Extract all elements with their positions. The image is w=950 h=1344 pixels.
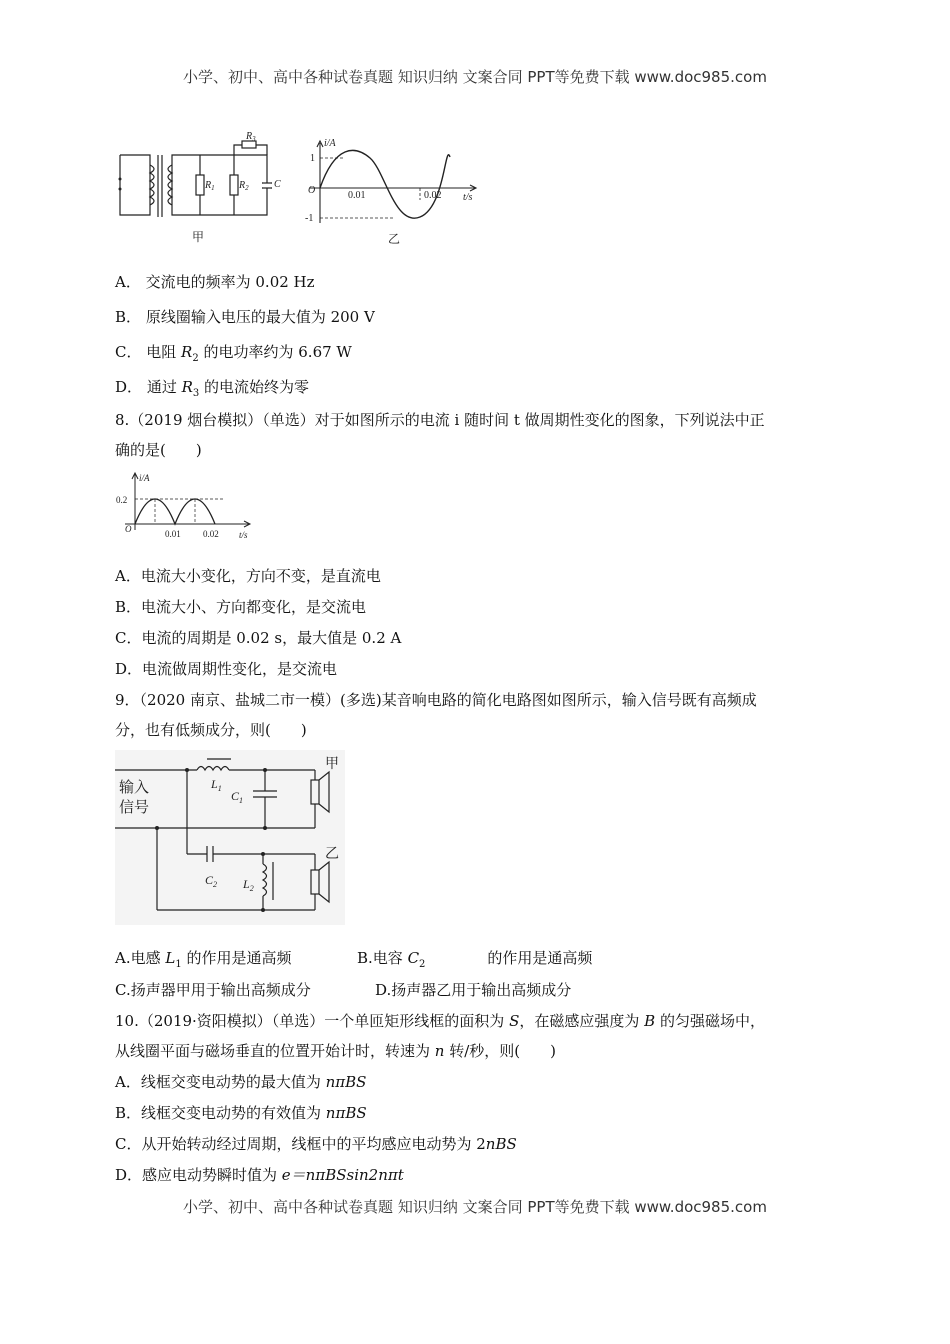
q9-option-a: A.电感 $L_1$ 的作用是通高频 <box>115 949 292 970</box>
q7-option-b: B． 原线圈输入电压的最大值为 200 V <box>115 308 375 326</box>
page-header: 小学、初中、高中各种试卷真题 知识归纳 文案合同 PPT等免费下载 www.doc985.com <box>183 68 767 86</box>
c2-label: $C_2$ <box>205 873 218 889</box>
c-label: C <box>274 179 281 190</box>
graph1-ymin: -1 <box>305 213 314 224</box>
graph2-peak: 0.2 <box>116 495 128 505</box>
q8-option-a: A．电流大小变化，方向不变，是直流电 <box>115 567 381 585</box>
q7-option-d: D． 通过 $R_3$ 的电流始终为零 <box>115 378 310 399</box>
q10-option-c: C．从开始转动经过周期，线框中的平均感应电动势为 2nBS <box>115 1135 517 1153</box>
q7-option-c: C． 电阻 $R_2$ 的电功率约为 6.67 W <box>115 343 352 364</box>
q10-option-d: D．感应电动势瞬时值为 e＝nπBSsin2nπt <box>115 1166 404 1184</box>
speaker-1-label: 甲 <box>325 757 339 772</box>
graph-caption: 乙 <box>388 232 401 246</box>
sine-curve <box>320 150 450 218</box>
c1-label: $C_1$ <box>231 789 244 805</box>
graph1-t2: 0.02 <box>424 190 442 201</box>
graph1-x-label: t/s <box>463 192 473 203</box>
input-label-2: 信号 <box>119 800 150 816</box>
q9-option-b: B.电容 $C_2$ 的作用是通高频 <box>357 949 593 970</box>
q8-stem-line2: 确的是( ) <box>115 441 202 459</box>
r1-label: $R_1$ <box>205 180 215 192</box>
graph2-t2: 0.02 <box>203 529 219 539</box>
q10-stem-line2: 从线圈平面与磁场垂直的位置开始计时，转速为 n 转/秒，则( ) <box>115 1042 556 1060</box>
q8-stem-line1: 8.（2019 烟台模拟）（单选）对于如图所示的电流 i 随时间 t 做周期性变化的图象，下列说法中正 <box>115 411 765 429</box>
l1-label: $L_1$ <box>211 777 222 793</box>
graph1-ymax: 1 <box>310 153 315 164</box>
graph2-t1: 0.01 <box>165 529 181 539</box>
q10-option-b: B．线框交变电动势的有效值为 nπBS <box>115 1104 367 1122</box>
q7-option-a: A． 交流电的频率为 0.02 Hz <box>115 273 315 291</box>
rectified-current-graph <box>115 470 260 545</box>
speaker-2-label: 乙 <box>325 847 339 862</box>
input-label-1: 输入 <box>119 780 150 796</box>
q8-option-d: D．电流做周期性变化，是交流电 <box>115 660 338 678</box>
q9-option-d: D.扬声器乙用于输出高频成分 <box>375 981 572 999</box>
q9-option-c: C.扬声器甲用于输出高频成分 <box>115 981 311 999</box>
q8-option-c: C．电流的周期是 0.02 s，最大值是 0.2 A <box>115 629 402 647</box>
q10-stem-line1: 10.（2019·资阳模拟）（单选）一个单匝矩形线框的面积为 S，在磁感应强度为 B 的匀强磁场中， <box>115 1012 765 1030</box>
graph1-t1: 0.01 <box>348 190 366 201</box>
graph2-origin: O <box>125 524 132 534</box>
graph2-y-label: i/A <box>139 473 150 483</box>
q8-option-b: B．电流大小、方向都变化，是交流电 <box>115 598 367 616</box>
graph2-x-label: t/s <box>239 530 248 540</box>
q9-stem-line2: 分，也有低频成分，则( ) <box>115 721 307 739</box>
q10-option-a: A．线框交变电动势的最大值为 nπBS <box>115 1073 367 1091</box>
audio-circuit-diagram <box>115 750 345 925</box>
r3-label: $R_3$ <box>246 131 256 143</box>
r2-label: $R_2$ <box>239 180 249 192</box>
graph1-y-label: i/A <box>324 138 336 149</box>
page-footer: 小学、初中、高中各种试卷真题 知识归纳 文案合同 PPT等免费下载 www.doc985.com <box>183 1198 767 1216</box>
rectified-curve <box>135 499 215 524</box>
l2-label: $L_2$ <box>243 877 254 893</box>
transformer-circuit-diagram <box>112 131 282 245</box>
graph1-origin: O <box>308 185 316 196</box>
circuit-caption: 甲 <box>192 230 205 244</box>
sine-current-graph <box>300 137 490 247</box>
q9-stem-line1: 9．（2020 南京、盐城二市一模）(多选)某音响电路的简化电路图如图所示，输入信号既有高频成 <box>115 691 757 709</box>
